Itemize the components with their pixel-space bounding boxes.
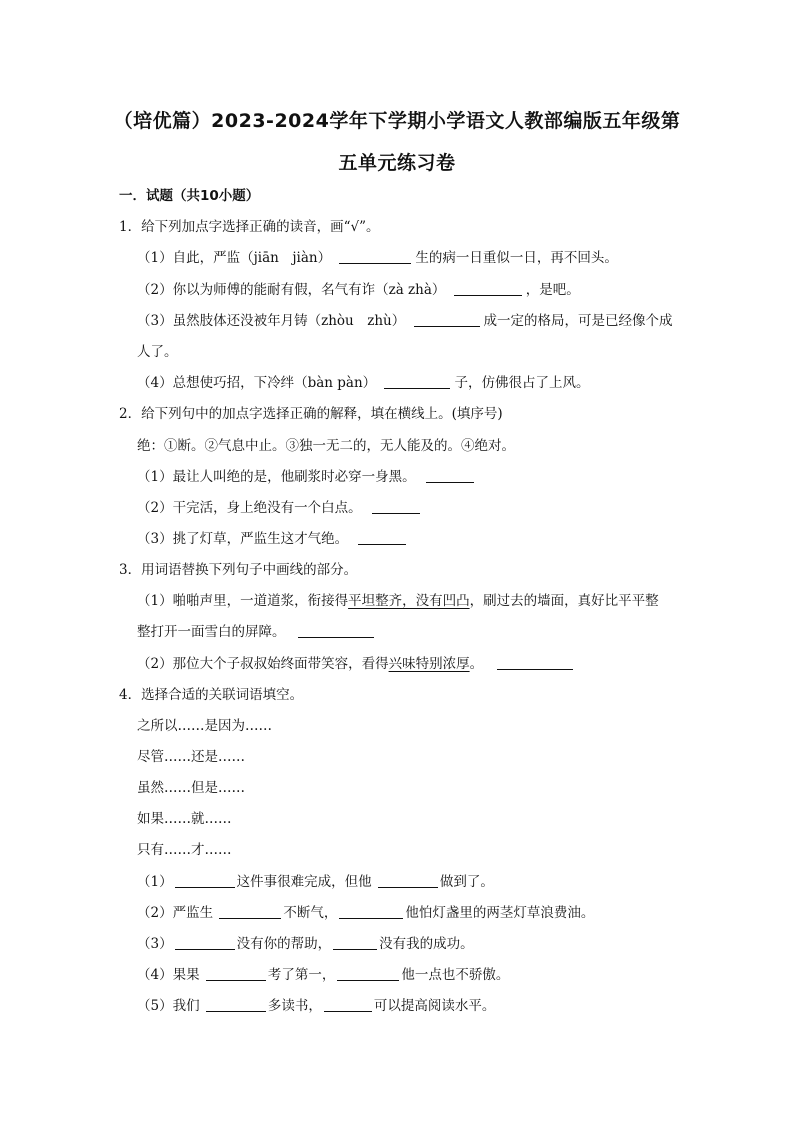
answer-blank[interactable] [454,281,522,296]
answer-blank[interactable] [378,873,438,888]
q4-stem: 4．选择合适的关联词语填空。 [119,687,304,703]
q1-item-2: （2）你以为师傅的能耐有假，名气有诈（zà zhà） ，是吧。 [137,282,580,298]
q2-item-2: （2）干完活，身上绝没有一个白点。 [137,499,420,517]
title-line-2: 五单元练习卷 [338,152,456,174]
answer-blank[interactable] [497,655,573,670]
q3-item-2: （2）那位大个子叔叔始终面带笑容，看得兴味特别浓厚。 [137,655,573,673]
answer-blank[interactable] [324,997,372,1012]
underlined-phrase: 兴味特别浓厚 [388,656,470,672]
section-heading: 一．试题（共10小题） [119,188,260,204]
q4-item-2: （2）严监生 不断气， 他怕灯盏里的两茎灯草浪费油。 [137,905,595,921]
q1-item-4: （4）总想使巧招，下冷绊（bàn pàn） 子，仿佛很占了上风。 [137,375,590,391]
title-line-1: （培优篇）2023-2024学年下学期小学语文人教部编版五年级第 [113,110,681,132]
answer-blank[interactable] [339,904,403,919]
answer-blank[interactable] [358,530,406,545]
q4-option-4: 如果……就…… [137,811,232,827]
q4-item-4: （4）果果 考了第一， 他一点也不骄傲。 [137,967,510,983]
answer-blank[interactable] [426,468,474,483]
answer-blank[interactable] [175,873,235,888]
answer-blank[interactable] [175,935,235,950]
q4-option-3: 虽然……但是…… [137,780,245,796]
q4-item-3: （3） 没有你的帮助， 没有我的成功。 [137,936,474,952]
q4-item-5: （5）我们 多读书， 可以提高阅读水平。 [137,998,496,1014]
answer-blank[interactable] [298,623,374,638]
q1-stem: 1．给下列加点字选择正确的读音，画“√”。 [119,219,380,235]
q2-stem: 2．给下列句中的加点字选择正确的解释，填在横线上。(填序号) [119,406,503,422]
answer-blank[interactable] [414,312,480,327]
answer-blank[interactable] [206,966,266,981]
q4-option-5: 只有……才…… [137,842,232,858]
q4-option-1: 之所以……是因为…… [137,718,272,734]
q3-item-1-cont: 整打开一面雪白的屏障。 [137,623,374,641]
answer-blank[interactable] [219,904,281,919]
q3-stem: 3．用词语替换下列句子中画线的部分。 [119,562,358,578]
q1-item-3: （3）虽然肢体还没被年月铸（zhòu zhù） 成一定的格局，可是已经像个成 [137,313,673,329]
q2-item-3: （3）挑了灯草，严监生这才气绝。 [137,530,406,548]
q3-item-1: （1）啪啪声里，一道道浆，衔接得平坦整齐，没有凹凸，刷过去的墙面，真好比平平整 [137,593,659,609]
q4-item-1: （1） 这件事很难完成，但他 做到了。 [137,874,494,890]
answer-blank[interactable] [372,499,420,514]
q2-item-1: （1）最让人叫绝的是，他刷浆时必穿一身黑。 [137,468,474,486]
q4-option-2: 尽管……还是…… [137,749,245,765]
answer-blank[interactable] [333,935,377,950]
q2-definition: 绝：①断。②气息中止。③独一无二的，无人能及的。④绝对。 [137,438,515,454]
underlined-phrase: 平坦整齐，没有凹凸 [348,593,470,609]
answer-blank[interactable] [206,997,266,1012]
answer-blank[interactable] [339,249,411,264]
answer-blank[interactable] [384,374,450,389]
q1-item-3-cont: 人了。 [137,344,178,360]
q1-item-1: （1）自此，严监（jiān jiàn） 生的病一日重似一日，再不回头。 [137,250,618,266]
answer-blank[interactable] [337,966,399,981]
